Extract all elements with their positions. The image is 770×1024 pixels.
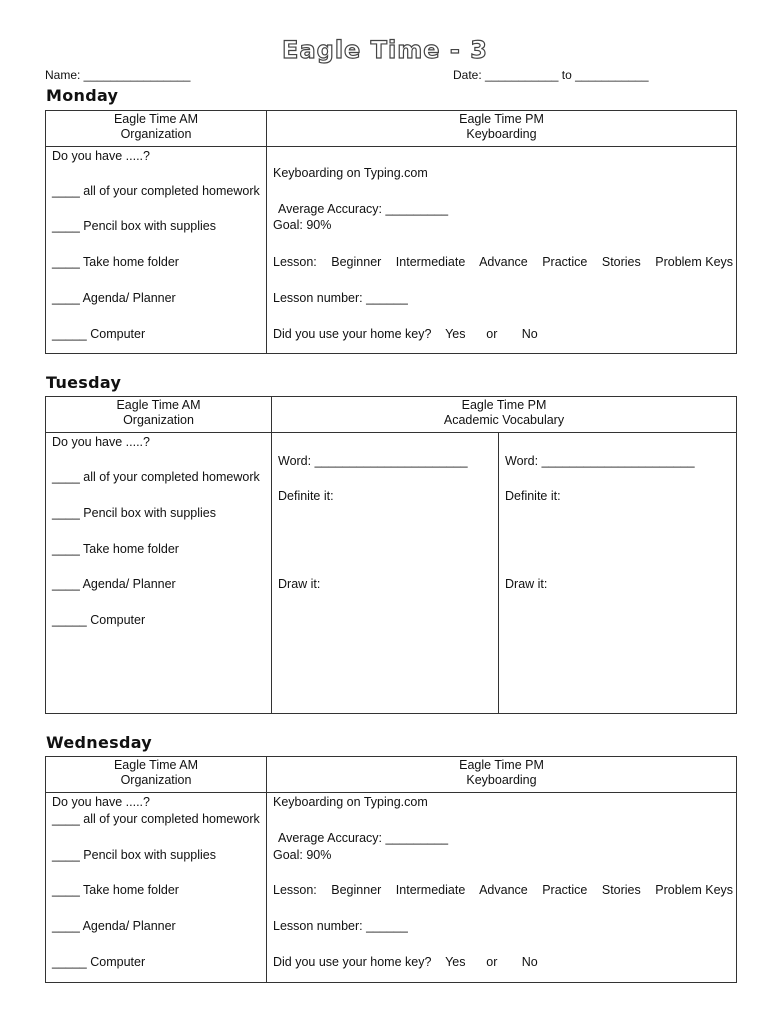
checklist-homework[interactable]: ____ all of your completed homework <box>52 812 260 826</box>
lesson-options <box>273 255 733 269</box>
day-heading-wednesday: Wednesday <box>46 733 153 752</box>
keyboarding-site: Keyboarding on Typing.com <box>273 166 428 180</box>
checklist-computer[interactable]: _____ Computer <box>52 955 146 969</box>
pm-header <box>272 398 736 428</box>
lesson-option-intermediate[interactable]: Intermediate <box>395 255 466 269</box>
checklist-pencil-box[interactable]: ____ Pencil box with supplies <box>52 219 216 233</box>
checklist-prompt: Do you have .....? <box>52 149 150 163</box>
lesson-option-intermediate[interactable]: Intermediate <box>395 883 466 897</box>
pm-header-subtitle: Academic Vocabulary <box>443 413 565 427</box>
lesson-option-practice[interactable]: Practice <box>542 883 588 897</box>
keyboarding-site: Keyboarding on Typing.com <box>273 795 428 809</box>
draw-it-left: Draw it: <box>278 577 321 591</box>
lesson-options <box>273 883 733 897</box>
checklist-take-home-folder[interactable]: ____ Take home folder <box>52 255 179 269</box>
lesson-number-field[interactable]: Lesson number: ______ <box>273 919 408 933</box>
am-header-subtitle: Organization <box>123 413 194 427</box>
monday-table <box>45 110 737 354</box>
home-key-question[interactable]: Did you use your home key? Yes or No <box>273 955 538 969</box>
checklist-prompt: Do you have .....? <box>52 795 150 809</box>
pm-header-subtitle: Keyboarding <box>466 127 537 141</box>
checklist-agenda[interactable]: ____ Agenda/ Planner <box>52 919 176 933</box>
lesson-option-beginner[interactable]: Beginner <box>331 255 382 269</box>
header-divider <box>46 792 736 793</box>
pm-header-title: Eagle Time PM <box>459 758 544 772</box>
column-divider <box>266 757 267 982</box>
am-header <box>46 112 266 142</box>
define-it-right: Definite it: <box>505 489 561 503</box>
define-it-left: Definite it: <box>278 489 334 503</box>
wednesday-table <box>45 756 737 983</box>
home-key-question[interactable]: Did you use your home key? Yes or No <box>273 327 538 341</box>
average-accuracy-field[interactable]: Average Accuracy: _________ <box>278 831 449 845</box>
lesson-label: Lesson: <box>273 255 317 269</box>
lesson-option-advance[interactable]: Advance <box>479 255 528 269</box>
checklist-agenda[interactable]: ____ Agenda/ Planner <box>52 577 176 591</box>
lesson-number-field[interactable]: Lesson number: ______ <box>273 291 408 305</box>
checklist-computer[interactable]: _____ Computer <box>52 613 146 627</box>
checklist-take-home-folder[interactable]: ____ Take home folder <box>52 542 179 556</box>
column-divider <box>266 111 267 353</box>
tuesday-table <box>45 396 737 714</box>
page-title: Eagle Time - 3 <box>282 36 488 64</box>
header-divider <box>46 146 736 147</box>
lesson-option-problem-keys[interactable]: Problem Keys <box>655 883 734 897</box>
lesson-option-beginner[interactable]: Beginner <box>331 883 382 897</box>
am-header-subtitle: Organization <box>120 773 192 787</box>
day-heading-tuesday: Tuesday <box>46 373 122 392</box>
checklist-pencil-box[interactable]: ____ Pencil box with supplies <box>52 506 216 520</box>
checklist-prompt: Do you have .....? <box>52 435 150 449</box>
checklist-pencil-box[interactable]: ____ Pencil box with supplies <box>52 848 216 862</box>
am-header-title: Eagle Time AM <box>116 398 201 412</box>
average-accuracy-field[interactable]: Average Accuracy: _________ <box>278 202 449 216</box>
name-field[interactable]: Name: ________________ <box>45 68 191 82</box>
lesson-option-problem-keys[interactable]: Problem Keys <box>655 255 734 269</box>
am-header-subtitle: Organization <box>120 127 192 141</box>
lesson-option-advance[interactable]: Advance <box>479 883 528 897</box>
word-field-right[interactable]: Word: ______________________ <box>505 454 695 468</box>
pm-header <box>267 758 736 788</box>
am-header <box>46 758 266 788</box>
pm-header-title: Eagle Time PM <box>459 112 544 126</box>
pm-header-title: Eagle Time PM <box>461 398 547 412</box>
am-header-title: Eagle Time AM <box>113 758 199 772</box>
checklist-homework[interactable]: ____ all of your completed homework <box>52 470 260 484</box>
pm-header <box>267 112 736 142</box>
lesson-label: Lesson: <box>273 883 317 897</box>
draw-it-right: Draw it: <box>505 577 548 591</box>
accuracy-goal: Goal: 90% <box>273 218 332 232</box>
accuracy-goal: Goal: 90% <box>273 848 332 862</box>
lesson-option-stories[interactable]: Stories <box>601 883 641 897</box>
header-divider <box>46 432 736 433</box>
day-heading-monday: Monday <box>46 86 119 105</box>
pm-header-subtitle: Keyboarding <box>466 773 537 787</box>
checklist-computer[interactable]: _____ Computer <box>52 327 146 341</box>
lesson-option-practice[interactable]: Practice <box>542 255 588 269</box>
lesson-option-stories[interactable]: Stories <box>601 255 641 269</box>
checklist-agenda[interactable]: ____ Agenda/ Planner <box>52 291 176 305</box>
date-field[interactable]: Date: ___________ to ___________ <box>453 68 649 82</box>
column-divider <box>271 397 272 713</box>
checklist-homework[interactable]: ____ all of your completed homework <box>52 184 260 198</box>
am-header-title: Eagle Time AM <box>113 112 199 126</box>
vocab-column-divider <box>498 433 499 713</box>
word-field-left[interactable]: Word: ______________________ <box>278 454 468 468</box>
am-header <box>46 398 271 428</box>
checklist-take-home-folder[interactable]: ____ Take home folder <box>52 883 179 897</box>
